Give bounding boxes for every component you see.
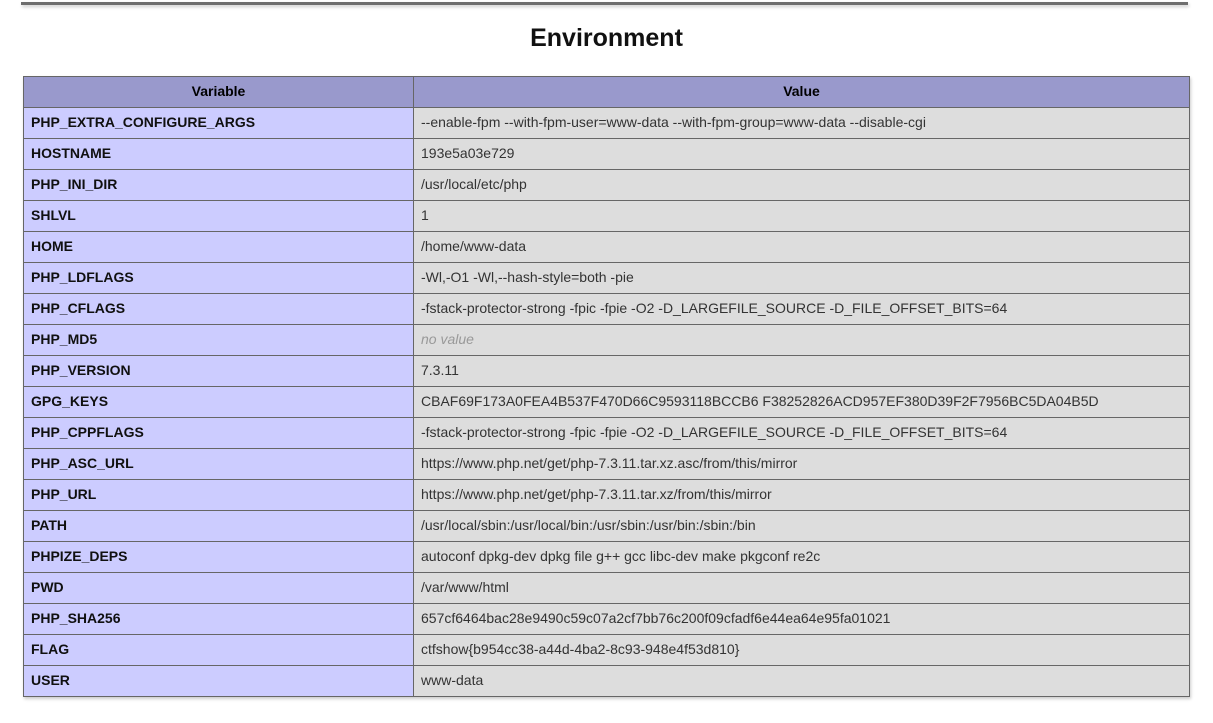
table-row <box>24 480 1190 511</box>
variable-value-cell: 193e5a03e729 <box>414 139 1190 170</box>
table-row <box>24 635 1190 666</box>
table-row <box>24 108 1190 139</box>
table-row <box>24 418 1190 449</box>
variable-value-cell: 1 <box>414 201 1190 232</box>
variable-name-cell: PHP_VERSION <box>24 356 414 387</box>
variable-value-cell: ctfshow{b954cc38-a44d-4ba2-8c93-948e4f53d810} <box>414 635 1190 666</box>
table-row <box>24 387 1190 418</box>
table-row <box>24 666 1190 697</box>
variable-value-cell: /home/www-data <box>414 232 1190 263</box>
variable-name-cell: PHP_ASC_URL <box>24 449 414 480</box>
variable-name-cell: PHPIZE_DEPS <box>24 542 414 573</box>
variable-value-cell: 657cf6464bac28e9490c59c07a2cf7bb76c200f09cfadf6e44ea64e95fa01021 <box>414 604 1190 635</box>
variable-name-cell: SHLVL <box>24 201 414 232</box>
table-row <box>24 325 1190 356</box>
variable-value-cell: 7.3.11 <box>414 356 1190 387</box>
table-row <box>24 356 1190 387</box>
variable-name-cell: PHP_MD5 <box>24 325 414 356</box>
table-row <box>24 201 1190 232</box>
environment-table <box>23 76 1190 697</box>
variable-name-cell: PHP_SHA256 <box>24 604 414 635</box>
variable-value-cell: https://www.php.net/get/php-7.3.11.tar.xz.asc/from/this/mirror <box>414 449 1190 480</box>
variable-value-cell: -fstack-protector-strong -fpic -fpie -O2 -D_LARGEFILE_SOURCE -D_FILE_OFFSET_BITS=64 <box>414 418 1190 449</box>
variable-value-cell: /usr/local/sbin:/usr/local/bin:/usr/sbin:/usr/bin:/sbin:/bin <box>414 511 1190 542</box>
variable-name-cell: PHP_CPPFLAGS <box>24 418 414 449</box>
variable-value-cell: https://www.php.net/get/php-7.3.11.tar.xz/from/this/mirror <box>414 480 1190 511</box>
variable-name-cell: HOME <box>24 232 414 263</box>
column-header-value: Value <box>414 77 1190 108</box>
table-row <box>24 573 1190 604</box>
variable-name-cell: PHP_LDFLAGS <box>24 263 414 294</box>
variable-value-cell: www-data <box>414 666 1190 697</box>
variable-value-cell: CBAF69F173A0FEA4B537F470D66C9593118BCCB6 F38252826ACD957EF380D39F2F7956BC5DA04B5D <box>414 387 1190 418</box>
variable-value-cell: no value <box>414 325 1190 356</box>
variable-value-cell: autoconf dpkg-dev dpkg file g++ gcc libc-dev make pkgconf re2c <box>414 542 1190 573</box>
variable-name-cell: PATH <box>24 511 414 542</box>
variable-name-cell: PHP_EXTRA_CONFIGURE_ARGS <box>24 108 414 139</box>
variable-value-cell: --enable-fpm --with-fpm-user=www-data --with-fpm-group=www-data --disable-cgi <box>414 108 1190 139</box>
variable-name-cell: PHP_URL <box>24 480 414 511</box>
variable-name-cell: PWD <box>24 573 414 604</box>
variable-value-cell: -Wl,-O1 -Wl,--hash-style=both -pie <box>414 263 1190 294</box>
table-row <box>24 139 1190 170</box>
variable-name-cell: PHP_INI_DIR <box>24 170 414 201</box>
env-table-body <box>24 108 1190 697</box>
table-row <box>24 449 1190 480</box>
variable-name-cell: PHP_CFLAGS <box>24 294 414 325</box>
variable-name-cell: HOSTNAME <box>24 139 414 170</box>
table-row <box>24 511 1190 542</box>
header-row <box>24 77 1190 108</box>
variable-value-cell: -fstack-protector-strong -fpic -fpie -O2 -D_LARGEFILE_SOURCE -D_FILE_OFFSET_BITS=64 <box>414 294 1190 325</box>
variable-value-cell: /usr/local/etc/php <box>414 170 1190 201</box>
table-row <box>24 170 1190 201</box>
variable-value-cell: /var/www/html <box>414 573 1190 604</box>
previous-table-bottom-edge <box>21 2 1188 5</box>
table-row <box>24 542 1190 573</box>
column-header-variable: Variable <box>24 77 414 108</box>
variable-name-cell: USER <box>24 666 414 697</box>
table-row <box>24 604 1190 635</box>
variable-name-cell: GPG_KEYS <box>24 387 414 418</box>
environment-table-header <box>24 77 1190 108</box>
table-row <box>24 294 1190 325</box>
variable-name-cell: FLAG <box>24 635 414 666</box>
table-row <box>24 232 1190 263</box>
table-row <box>24 263 1190 294</box>
section-title-environment: Environment <box>530 24 683 52</box>
